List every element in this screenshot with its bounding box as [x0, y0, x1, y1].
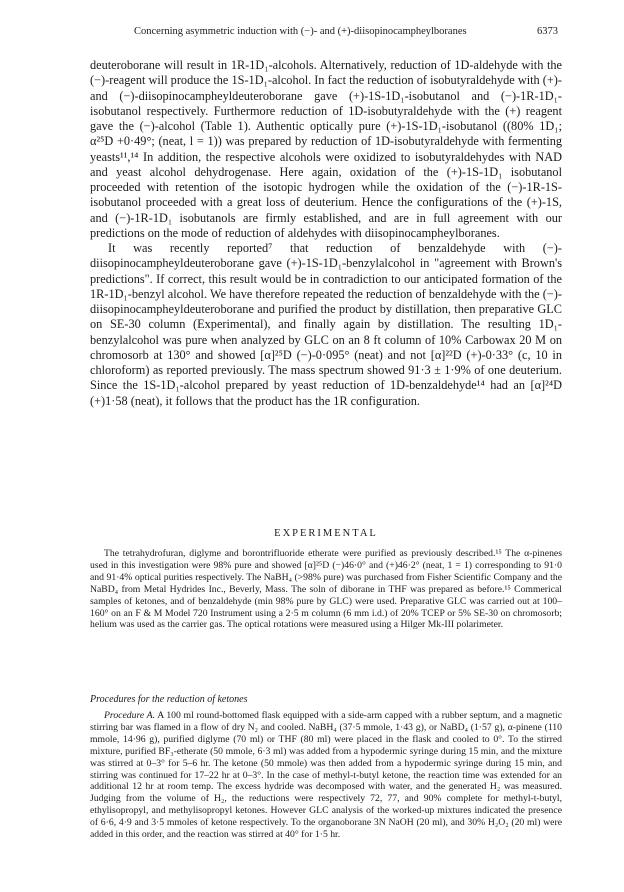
body-paragraph: It was recently reported⁷ that reduction of benzaldehyde with (−)-diisopinocampheyldeuteroborane gave (+)-1S-1D₁-benzylalcohol in "agreement with Brown's predictions". If correct, this result would be in contradiction to our anticipated formation of the 1R-1D₁-benzyl alcohol. We have therefore repeated the reduction of benzaldehyde with the (−)-diisopinocampheyldeuteroborane and purified the product by distillation, then preparative GLC on SE-30 column (Experimental), and finally again by distillation. The resulting 1D₁-benzylalcohol was pure when analyzed by GLC on an 8 ft column of 10% Carbowax 20 M on chromosorb at 130° and showed [α]²⁵D (−)-0·095° (neat) and not [α]²²D (+)-0·33° (c, 10 in chloroform) as reported previously. The mass spectrum showed 91·3 ± 1·9% of one deuterium. Since the 1S-1D₁-alcohol prepared by yeast reduction of 1D-benzaldehyde¹⁴ had an [α]²⁴D (+)1·58 (neat), it follows that the product has the 1R configuration. — [90, 241, 562, 408]
procedure-a-section — [90, 710, 562, 841]
body-text — [90, 58, 562, 409]
experimental-heading: EXPERIMENTAL — [274, 528, 378, 539]
page-number: 6373 — [537, 26, 558, 37]
body-paragraph: deuteroborane will result in 1R-1D₁-alcohols. Alternatively, reduction of 1D-aldehyde with the (−)-reagent will produce the 1S-1D₁-alcohol. In fact the reduction of isobutyraldehyde with (+)- and (−)-diisopinocampheyldeuteroborane gave (+)-1S-1D₁-isobutanol and (−)-1R-1D₁-isobutanol respectively. Furthermore reduction of 1D-isobutyraldehyde with the (+) reagent gave the (−)-alcohol (Table 1). Authentic optically pure (+)-1S-1D₁-isobutanol ((80% 1D₁; α²⁵D +0·49°; (neat, l = 1)) was prepared by reduction of 1D-isobutyraldehyde with fermenting yeasts¹¹,¹⁴ In addition, the respective alcohols were oxidized to isobutyraldehydes with NAD and yeast alcohol dehydrogenase. Here again, oxidation of the (+)-1S-1D₁ isobutanol proceeded with retention of the isotopic hydrogen while the oxidation of the (−)-1R-1S-isobutanol proceeded with a great loss of deuterium. Hence the configurations of the (+)-1S, and (−)-1R-1D₁ isobutanols are firmly established, and are in full agreement with our predictions on the mode of reduction of aldehydes with diisopinocampheylboranes. — [90, 58, 562, 240]
experimental-section — [90, 548, 562, 631]
running-title: Concerning asymmetric induction with (−)- and (+)-diisopinocampheylboranes — [134, 26, 467, 37]
procedure-a-paragraph — [90, 710, 562, 841]
procedure-a-lead: Procedure A. — [104, 710, 156, 721]
procedure-a-text: A 100 ml round-bottomed flask equipped with a side-arm capped with a rubber septum, and a magnetic stirring bar was flamed in a flow of dry N₂ and cooled. NaBH₄ (37·5 mmole, 1·43 g), or NaBD₄ (1·57 g), α-pinene (110 mmole, 14·96 g), purified diglyme (70 ml) or THF (80 ml) were placed in the flask and cooled to 0°. To the stirred mixture, purified BF₃-etherate (50 mmole, 6·3 ml) was added from a hypodermic syringe during 15 min, and the mixture was stirred at 0–3° for 5–6 hr. The ketone (50 mmole) was then added from a hypodermic syringe during 15 min, and stirring was continued for 17–22 hr at 0–3°. In the case of methyl-t-butyl ketone, the reaction time was extended for an additional 12 hr at room temp. The excess hydride was decomposed with water, and the generated H₂ was measured. Judging from the volume of H₂, the reductions were respectively 72, 77, and 90% complete for methyl-t-butyl, ethylisopropyl, and methylisopropyl ketones. However GLC analysis of the worked-up mixtures indicated the presence of 6·6, 4·9 and 3·5 mmoles of ketone respectively. To the organoborane 3N NaOH (20 ml), and 30% H₂O₂ (20 ml) were added in this order, and the reaction was stirred at 40° for 1·5 hr. — [90, 710, 562, 841]
procedures-heading: Procedures for the reduction of ketones — [90, 694, 248, 705]
experimental-paragraph: The tetrahydrofuran, diglyme and borontrifluoride etherate were purified as previously described.¹⁵ The α-pinenes used in this investigation were 98% pure and showed [α]²⁵D (−)46·0° and (+)46·2° (neat, 1 = 1) corresponding to 91·0 and 91·4% optical purities respectively. The NaBH₄ (>98% pure) was purchased from Fisher Scientific Company and the NaBD₄ from Metal Hydrides Inc., Beverly, Mass. The soln of diborane in THF was prepared as before.¹⁵ Commerical samples of ketones, and of benzaldehyde (min 98% pure by GLC) were used. Preparative GLC was carried out at 100–160° on an F & M Model 720 Instrument using a 2·5 m column (6 mm i.d.) of 20% TCEP or 5% SE-30 on chromosorb; helium was used as the carrier gas. The optical rotations were measured using a Hilger Mk-III polarimeter. — [90, 548, 562, 631]
page-header — [90, 24, 558, 40]
